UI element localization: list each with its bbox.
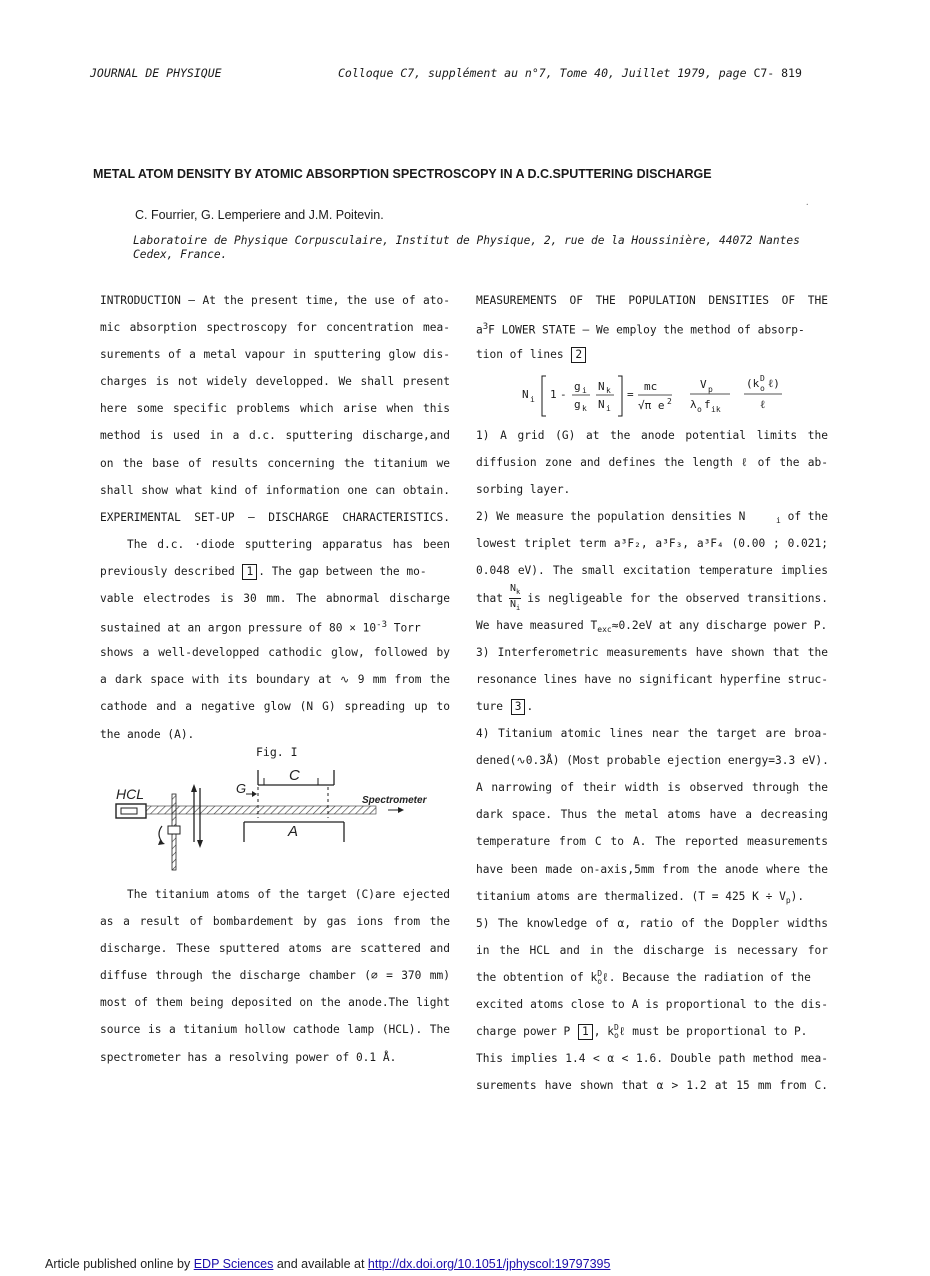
body-line: 0.048 eV). The small excitation temperature implies — [476, 564, 828, 578]
eq-sqrtpi: √π e — [638, 399, 665, 412]
body-line: temperature from C to A. The reported measurements — [476, 835, 828, 849]
affiliation — [133, 234, 823, 262]
citation-text: Colloque C7, supplément au n°7, Tome 40, Juillet 1979, page — [338, 66, 747, 80]
doi-link[interactable]: http://dx.doi.org/10.1051/jphyscol:19797395 — [367, 1257, 611, 1271]
body-line: a dark space with its boundary at ∿ 9 mm from the — [100, 673, 450, 687]
eq-nk-sub: k — [606, 386, 611, 395]
eq-vp: V — [700, 378, 707, 391]
body-line: 1) A grid (G) at the anode potential limits the — [476, 429, 828, 442]
text-span: We have measured T — [476, 618, 598, 632]
right-column — [476, 287, 828, 368]
subscript: o — [614, 1031, 619, 1041]
subscript: o — [597, 976, 603, 986]
body-line: as a result of bombardement by gas ions from the — [100, 915, 450, 929]
body-line — [476, 883, 828, 910]
text-span: ). — [790, 889, 805, 903]
journal-name: JOURNAL DE PHYSIQUE — [90, 66, 222, 80]
eq-ell: ℓ — [760, 398, 766, 411]
eq-ik: ik — [711, 405, 721, 414]
body-line — [476, 693, 828, 720]
eq-p: p — [708, 385, 713, 394]
text-span: . — [526, 699, 534, 713]
hcl-lamp-inner — [121, 808, 137, 814]
anode-label: A — [288, 823, 299, 840]
eq-mc: mc — [644, 380, 658, 393]
body-line: excited atoms close to A is proportional to the dis- — [476, 997, 828, 1011]
text-span: tion of lines — [476, 348, 564, 362]
eq-ni: N — [598, 398, 605, 411]
eq-bracket-left — [542, 376, 546, 416]
paper-title: METAL ATOM DENSITY BY ATOMIC ABSORPTION SPECTROSCOPY IN A D.C.SPUTTERING DISCHARGE — [93, 167, 712, 181]
speck-mark: . — [806, 197, 809, 208]
body-line: shows a well-developped cathodic glow, followed by — [100, 646, 450, 660]
spectrometer-label: Spectrometer — [362, 795, 427, 806]
text-span: 2) We measure the population densities N — [476, 510, 746, 524]
body-line: vable electrodes is 30 mm. The abnormal discharge — [100, 592, 450, 606]
eq-gi-sub: i — [582, 386, 587, 395]
eq-i: i — [530, 395, 535, 404]
body-line: most of them being deposited on the anode.The light — [100, 996, 450, 1010]
body-line: surements have shown that α > 1.2 at 15 mm from C. — [476, 1079, 828, 1093]
eq-one: 1 — [550, 388, 557, 401]
arrow-head — [252, 791, 257, 797]
body-line: spectrometer has a resolving power of 0.1 Å. — [100, 1050, 397, 1064]
footer-line — [45, 1257, 610, 1271]
eq-l: ℓ) — [768, 377, 780, 390]
body-line — [476, 314, 828, 341]
fraction-top: N — [509, 582, 516, 594]
text-span: sustained at an argon pressure of 80 × 10 — [100, 621, 377, 635]
eq-n: N — [522, 388, 529, 401]
text-span: is negligeable for the observed transitions. — [527, 591, 828, 605]
eq-nk: N — [598, 380, 605, 393]
text-span: titanium atoms are thermalized. (T = 425 K ÷ V — [476, 889, 786, 903]
body-line: diffusion zone and defines the length ℓ of the ab- — [476, 456, 828, 470]
footer-middle: and available at — [273, 1257, 368, 1271]
body-line: 5) The knowledge of α, ratio of the Doppler widths — [476, 916, 828, 930]
body-line: cathode and a negative glow (N G) spreading up to — [100, 700, 450, 714]
subscript: exc — [597, 624, 612, 634]
text-span: Torr — [387, 621, 421, 635]
hcl-label: HCL — [116, 786, 145, 802]
eq-D: D — [760, 374, 765, 383]
eq-kd: (k — [746, 377, 760, 390]
section-heading-measurements: MEASUREMENTS OF THE POPULATION DENSITIES OF THE — [476, 294, 828, 307]
body-line: The d.c. ·diode sputtering apparatus has been — [127, 537, 450, 551]
eq-equals: = — [627, 388, 634, 401]
body-line: The titanium atoms of the target (C)are ejected — [127, 888, 450, 901]
body-line — [476, 612, 828, 639]
body-line: A narrowing of their width is observed through the — [476, 781, 828, 795]
text-span: ture — [476, 699, 503, 713]
text-span: ℓ. Because the radiation of the — [602, 970, 811, 984]
body-line: mic absorption spectroscopy for concentration mea- — [100, 321, 450, 335]
footer-prefix: Article published online by — [45, 1257, 194, 1271]
subscript: p — [785, 895, 791, 905]
left-column — [100, 287, 450, 748]
eq-f: f — [704, 398, 711, 411]
body-line — [100, 612, 450, 639]
eq-bracket-right — [618, 376, 622, 416]
body-line: 4) Titanium atomic lines near the target are broa- — [476, 727, 828, 741]
page-number: C7- 819 — [753, 66, 802, 80]
eq-gi: g — [574, 380, 581, 393]
text-span: charge power P — [476, 1025, 571, 1039]
body-line: in the HCL and in the discharge is necessary for — [476, 943, 828, 957]
citation-line — [338, 66, 802, 80]
reference-link[interactable]: 1 — [242, 564, 257, 580]
body-line: have been made on-axis,5mm from the anode where the — [476, 862, 828, 876]
body-line: sorbing layer. — [476, 483, 571, 497]
reference-link[interactable]: 2 — [571, 347, 586, 363]
inline-fraction — [509, 583, 521, 614]
body-line: the anode (A). — [100, 727, 195, 741]
text-span: F LOWER STATE — We employ the method of absorp- — [488, 323, 805, 337]
eq-lambda: λ — [690, 398, 697, 411]
body-line: method is used in a d.c. sputtering discharge,and — [100, 429, 450, 443]
body-line: dened(∿0.3Å) (Most probable ejection energy=3.3 eV). — [476, 754, 829, 768]
eq-o: o — [697, 405, 702, 414]
body-line: surements of a metal vapour in sputtering glow dis- — [100, 348, 450, 362]
figure-label: Fig. I — [256, 745, 298, 759]
eq-gk: g — [574, 398, 581, 411]
left-bottom-paragraph — [100, 881, 450, 1071]
body-line — [476, 964, 828, 991]
absorption-equation — [520, 368, 820, 422]
body-line — [476, 1018, 828, 1045]
right-column-body — [476, 422, 828, 1099]
reference-link[interactable]: 1 — [578, 1024, 593, 1040]
reference-link[interactable]: 3 — [511, 699, 526, 715]
subscript: i — [776, 516, 781, 526]
superscript: 3 — [482, 322, 489, 333]
body-line: dark space. Thus the metal atoms have a decreasing — [476, 808, 828, 822]
section-heading-experimental: EXPERIMENTAL SET-UP — DISCHARGE CHARACTERISTICS. — [100, 510, 450, 524]
text-span: of the — [780, 510, 828, 524]
subscript: k — [515, 587, 521, 596]
body-line — [100, 558, 450, 585]
eq-o2: o — [760, 384, 765, 393]
exponent: -3 — [376, 620, 387, 631]
body-line: source is a titanium hollow cathode lamp (HCL). The — [100, 1023, 450, 1037]
body-line: on the base of results concerning the titanium we — [100, 456, 450, 470]
arrow-head — [197, 840, 203, 848]
text-span: , k — [593, 1025, 615, 1039]
body-line: INTRODUCTION — At the present time, the use of ato- — [100, 294, 450, 307]
body-line: diffuse through the discharge chamber (∅ = 370 mm) — [100, 969, 450, 983]
grid-label: G — [236, 781, 247, 796]
chopper-hub — [168, 826, 180, 834]
arrow-head — [398, 807, 404, 813]
cathode-label: C — [289, 767, 300, 784]
author-list: C. Fourrier, G. Lemperiere and J.M. Poitevin. — [135, 208, 384, 222]
apparatus-figure — [112, 760, 427, 872]
body-line: resonance lines have no significant hyperfine struc- — [476, 672, 828, 686]
text-span: a — [476, 323, 483, 337]
publisher-link[interactable]: EDP Sciences — [193, 1257, 274, 1271]
eq-minus: - — [560, 388, 567, 401]
text-span: that — [476, 591, 503, 605]
body-line: here some specific problems which arise when this — [100, 402, 450, 416]
text-span: ≈0.2eV at any discharge power P. — [611, 618, 828, 632]
affiliation-line-1: Laboratoire de Physique Corpusculaire, Institut de Physique, 2, rue de la Houssinière, 44072 Nantes — [133, 234, 800, 247]
rotation-arrow — [159, 826, 162, 842]
superscript: D — [614, 1023, 619, 1033]
eq-gk-sub: k — [582, 404, 587, 413]
text-span: previously described — [100, 564, 235, 578]
affiliation-line-2: Cedex, France. — [133, 248, 228, 261]
body-line: lowest triplet term a³F₂, a³F₃, a³F₄ (0.00 ; 0.021; — [476, 537, 828, 551]
body-line — [476, 341, 828, 368]
body-line: 3) Interferometric measurements have shown that the — [476, 645, 828, 659]
subscript: i — [515, 603, 521, 612]
light-beam — [146, 806, 376, 814]
body-line: shall show what kind of information one can obtain. — [100, 483, 450, 497]
eq-two: 2 — [667, 397, 672, 406]
text-span: the obtention of k — [476, 970, 598, 984]
body-line — [476, 503, 828, 530]
body-line: discharge. These sputtered atoms are scattered and — [100, 942, 450, 956]
body-line: charges is not widely developped. We shall present — [100, 375, 450, 389]
body-line — [476, 582, 828, 612]
eq-ni-sub: i — [606, 404, 611, 413]
text-span: ℓ must be proportional to P. — [618, 1025, 808, 1039]
body-line: This implies 1.4 < α < 1.6. Double path method mea- — [476, 1052, 828, 1066]
fraction-bottom: N — [509, 598, 516, 610]
superscript: D — [597, 968, 603, 978]
arrow-head — [191, 784, 197, 792]
text-span: . The gap between the mo- — [258, 564, 427, 578]
